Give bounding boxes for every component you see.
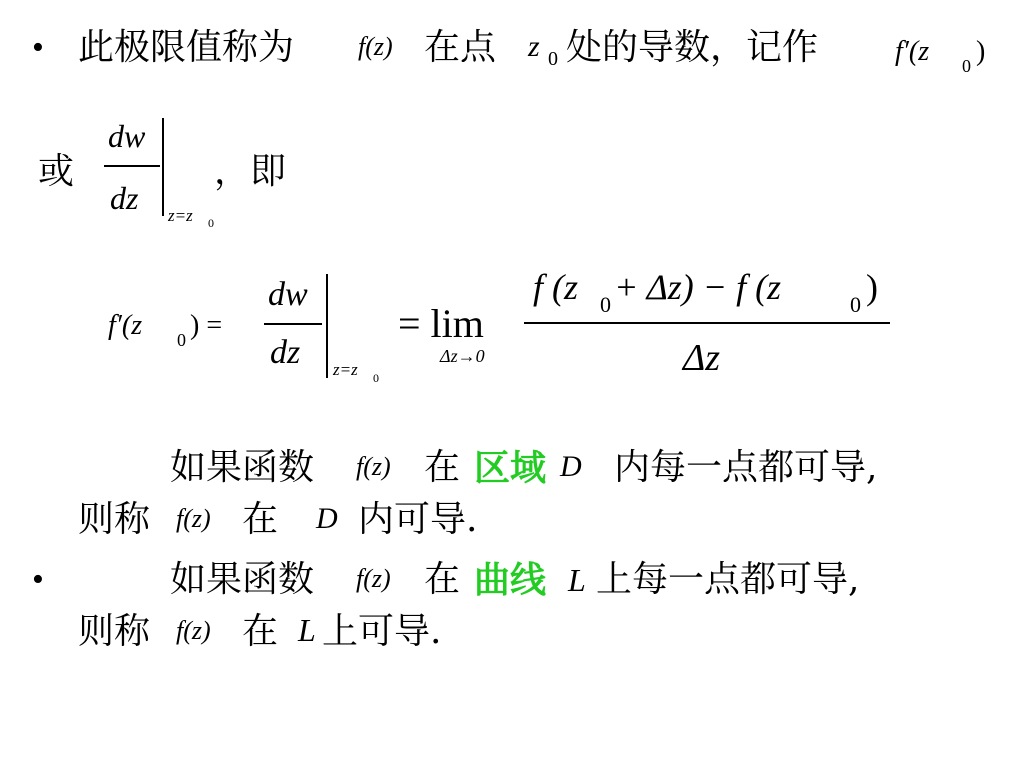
formula-lhs-sub: 0 <box>177 330 186 350</box>
para1-highlight-region: 区域 <box>474 447 547 489</box>
line1-z: z <box>528 30 540 63</box>
line1-fprime-close: ) <box>976 36 986 67</box>
formula-lhs: f′(z <box>108 310 143 341</box>
bullet-1: • <box>32 29 44 66</box>
formula-eval-sub: 0 <box>373 371 379 385</box>
para2-text-b: 在 <box>424 559 461 600</box>
para2-text-d: 则称 <box>78 611 151 652</box>
line1-text-c: 处的导数，记作 <box>566 27 819 68</box>
para2-text-f: 上可导. <box>322 611 442 652</box>
para2-fz2: f(z) <box>176 616 211 645</box>
formula-lhs-close: ) = <box>190 310 223 341</box>
line2-eval-z: z=z <box>168 206 193 225</box>
formula-num: dw <box>268 276 308 313</box>
para2-text-c: 上每一点都可导, <box>596 559 860 600</box>
para1-D2: D <box>316 502 338 535</box>
para1-text-b: 在 <box>424 447 461 488</box>
line2-den: dz <box>110 180 139 216</box>
para1-fz2: f(z) <box>176 504 211 533</box>
para1-text-c: 内每一点都可导, <box>614 447 878 488</box>
formula-big-num-c: ) <box>866 267 878 307</box>
formula-eq-lim: = lim <box>398 301 484 346</box>
line2-fraction-bar <box>104 165 160 167</box>
line2-num: dw <box>108 118 146 154</box>
para1-text-d: 则称 <box>78 499 151 540</box>
line2-comma-ji: ，即 <box>214 151 287 192</box>
line1-z-sub: 0 <box>548 48 558 70</box>
para1-text-e: 在 <box>242 499 279 540</box>
para2-highlight-curve: 曲线 <box>474 559 547 601</box>
formula-eval-bar <box>326 274 328 378</box>
line2-or: 或 <box>38 151 75 192</box>
para1-fz: f(z) <box>356 452 391 481</box>
formula-den: dz <box>270 334 301 371</box>
line1-text-a: 此极限值称为 <box>78 27 295 68</box>
para2-text-e: 在 <box>242 611 279 652</box>
line1-fprime-sub: 0 <box>962 56 971 76</box>
formula-big-num-sub1: 0 <box>600 292 611 317</box>
line1-fz: f(z) <box>358 32 393 61</box>
para1-D: D <box>560 450 582 483</box>
para2-fz: f(z) <box>356 564 391 593</box>
formula-fraction-bar <box>264 323 322 325</box>
formula-big-num-a: f (z <box>533 267 578 307</box>
formula-eval-z: z=z <box>333 360 358 379</box>
formula-big-num-b: + Δz) − f (z <box>614 267 782 307</box>
formula-big-num-sub2: 0 <box>850 292 861 317</box>
formula-lim-under: Δz→0 <box>440 346 485 366</box>
line1-text-b: 在点 <box>424 27 497 68</box>
line2-eval-bar <box>162 118 164 216</box>
formula-big-fraction-bar <box>524 322 890 324</box>
line1-fprime: f′(z <box>895 36 930 67</box>
para1-text-a: 如果函数 <box>170 447 315 488</box>
line2-eval-sub: 0 <box>208 216 214 230</box>
formula-big-den: Δz <box>683 337 721 379</box>
para1-text-f: 内可导. <box>358 499 478 540</box>
para2-text-a: 如果函数 <box>170 559 315 600</box>
para2-L2: L <box>298 612 316 648</box>
para2-L: L <box>568 562 586 598</box>
bullet-2: • <box>32 561 44 598</box>
